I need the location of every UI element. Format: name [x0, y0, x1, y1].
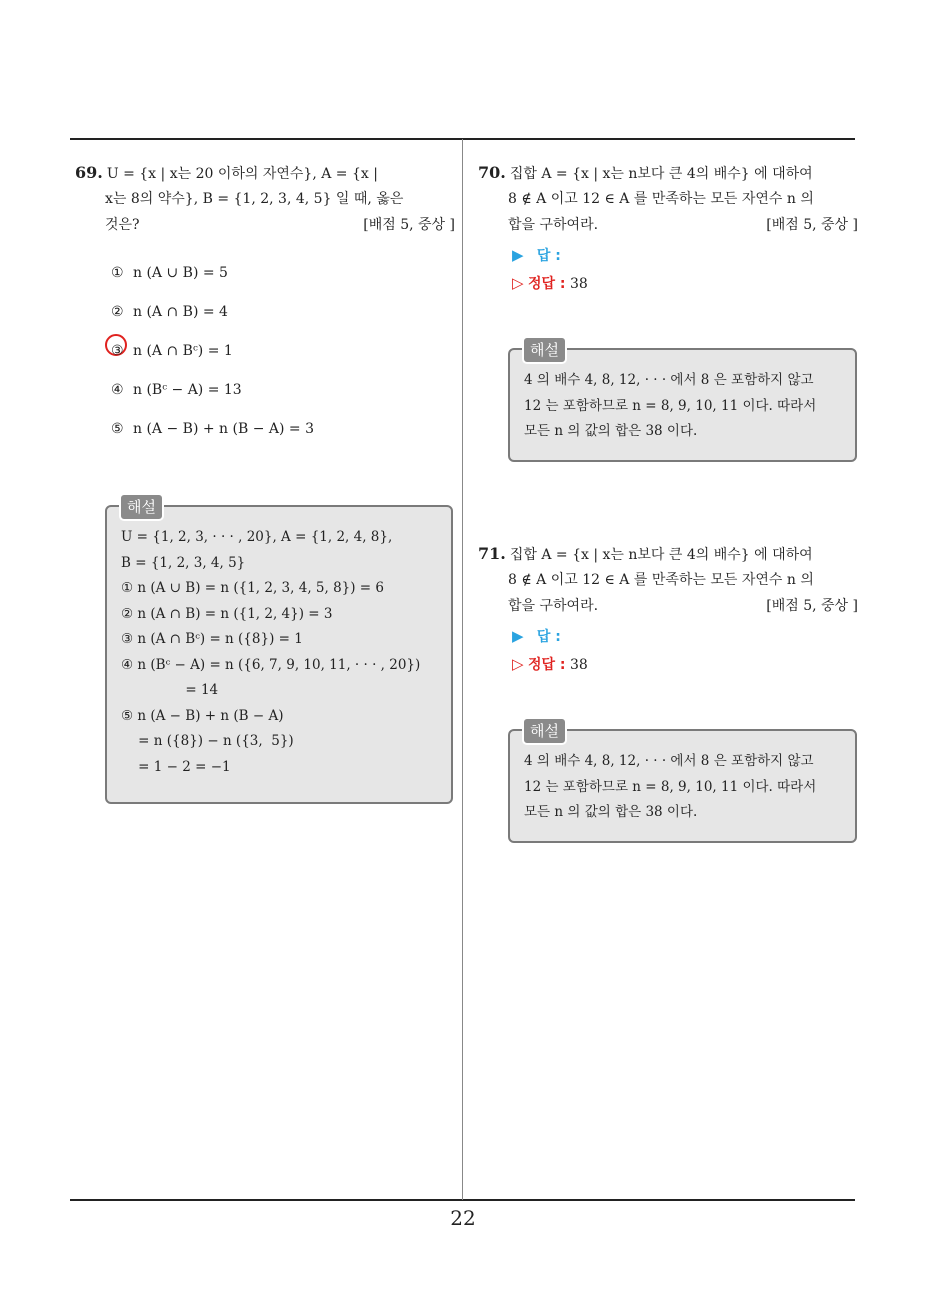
- problem-text: 집합 A = {x | x는 n보다 큰 4의 배수} 에 대하여: [509, 547, 813, 563]
- page-number: 22: [450, 1206, 476, 1230]
- play-triangle-icon: ▶: [512, 627, 524, 645]
- problem-text: 것은?: [105, 217, 140, 233]
- explanation-box-70: [508, 341, 857, 462]
- explanation-label: 해설: [522, 336, 567, 364]
- explanation-line: = 14: [121, 682, 219, 698]
- column-divider: [462, 139, 463, 1200]
- correct-label: 정답 :: [528, 657, 566, 673]
- explanation-line: 4 의 배수 4, 8, 12, · · · 에서 8 은 포함하지 않고: [524, 372, 814, 388]
- explanation-line: 모든 n 의 값의 합은 38 이다.: [524, 804, 698, 820]
- problem-line: [478, 541, 858, 567]
- explanation-line: 모든 n 의 값의 합은 38 이다.: [524, 423, 698, 439]
- outline-triangle-icon: ▷: [512, 274, 524, 292]
- explanation-label: 해설: [522, 717, 567, 745]
- choice-4[interactable]: [75, 377, 455, 416]
- play-triangle-icon: ▶: [512, 246, 524, 264]
- problem-line: [478, 160, 858, 186]
- choice-number: ②: [111, 304, 124, 320]
- score-meta: [배점 5, 중상 ]: [363, 217, 455, 233]
- explanation-line: 12 는 포함하므로 n = 8, 9, 10, 11 이다. 따라서: [524, 778, 817, 795]
- explanation-line: ② n (A ∩ B) = n ({1, 2, 4}) = 3: [121, 605, 333, 622]
- problem-number: 71.: [478, 544, 506, 563]
- answer-label: 답 :: [536, 629, 561, 645]
- problem-number: 69.: [75, 163, 103, 182]
- correct-answer-row: [478, 270, 858, 298]
- correct-value: 38: [569, 276, 588, 292]
- explanation-label: 해설: [119, 493, 164, 521]
- problem-text: 합을 구하여라.: [508, 598, 599, 614]
- problem-line: 8 ∉ A 이고 12 ∈ A 를 만족하는 모든 자연수 n 의: [508, 572, 814, 588]
- choice-2[interactable]: [75, 299, 455, 338]
- explanation-line: ① n (A ∪ B) = n ({1, 2, 3, 4, 5, 8}) = 6: [121, 580, 384, 596]
- problem-line: [75, 160, 455, 186]
- choice-text: n (A ∩ B) = 4: [133, 304, 228, 320]
- explanation-line: ③ n (A ∩ Bᶜ) = n ({8}) = 1: [121, 631, 303, 647]
- choice-number: ⑤: [111, 421, 124, 437]
- correct-answer-row: [478, 651, 858, 679]
- problem-69: [75, 160, 455, 455]
- problem-text: 합을 구하여라.: [508, 217, 599, 233]
- choice-text: n (A ∩ Bᶜ) = 1: [133, 343, 233, 359]
- explanation-line: ⑤ n (A − B) + n (B − A): [121, 707, 284, 724]
- problem-line: [75, 212, 455, 238]
- explanation-box-69: [105, 498, 453, 804]
- choice-number: ③: [111, 343, 124, 359]
- choice-text: n (A − B) + n (B − A) = 3: [133, 421, 315, 437]
- problem-line: [478, 212, 858, 238]
- correct-label: 정답 :: [528, 276, 566, 292]
- problem-number: 70.: [478, 163, 506, 182]
- score-meta: [배점 5, 중상 ]: [766, 217, 858, 233]
- choice-text: n (A ∪ B) = 5: [133, 265, 228, 281]
- problem-text: U = {x | x는 20 이하의 자연수}, A = {x |: [106, 166, 378, 182]
- problem-71: [478, 541, 858, 679]
- explanation-line: = 1 − 2 = −1: [121, 758, 231, 775]
- choice-text: n (Bᶜ − A) = 13: [133, 382, 242, 398]
- choice-list: [75, 260, 455, 455]
- answer-input-row[interactable]: [478, 242, 858, 270]
- problem-line: [478, 593, 858, 619]
- explanation-line: ④ n (Bᶜ − A) = n ({6, 7, 9, 10, 11, · · · , 20}): [121, 656, 421, 673]
- score-meta: [배점 5, 중상 ]: [766, 598, 858, 614]
- explanation-line: U = {1, 2, 3, · · · , 20}, A = {1, 2, 4, 8},: [121, 529, 393, 545]
- choice-1[interactable]: [75, 260, 455, 299]
- choice-number: ①: [111, 265, 124, 281]
- explanation-line: = n ({8}) − n ({3, 5}): [121, 733, 294, 749]
- answer-input-row[interactable]: [478, 623, 858, 651]
- problem-70: [478, 160, 858, 298]
- problem-line: x는 8의 약수}, B = {1, 2, 3, 4, 5} 일 때, 옳은: [105, 191, 404, 207]
- choice-number: ④: [111, 382, 124, 398]
- explanation-line: B = {1, 2, 3, 4, 5}: [121, 554, 246, 571]
- explanation-line: 4 의 배수 4, 8, 12, · · · 에서 8 은 포함하지 않고: [524, 753, 814, 769]
- outline-triangle-icon: ▷: [512, 655, 524, 673]
- choice-3[interactable]: [75, 338, 455, 377]
- answer-label: 답 :: [536, 248, 561, 264]
- problem-text: 집합 A = {x | x는 n보다 큰 4의 배수} 에 대하여: [509, 166, 813, 182]
- problem-line: 8 ∉ A 이고 12 ∈ A 를 만족하는 모든 자연수 n 의: [508, 191, 814, 207]
- choice-5[interactable]: [75, 416, 455, 455]
- explanation-box-71: [508, 722, 857, 843]
- explanation-line: 12 는 포함하므로 n = 8, 9, 10, 11 이다. 따라서: [524, 397, 817, 414]
- correct-value: 38: [569, 657, 588, 673]
